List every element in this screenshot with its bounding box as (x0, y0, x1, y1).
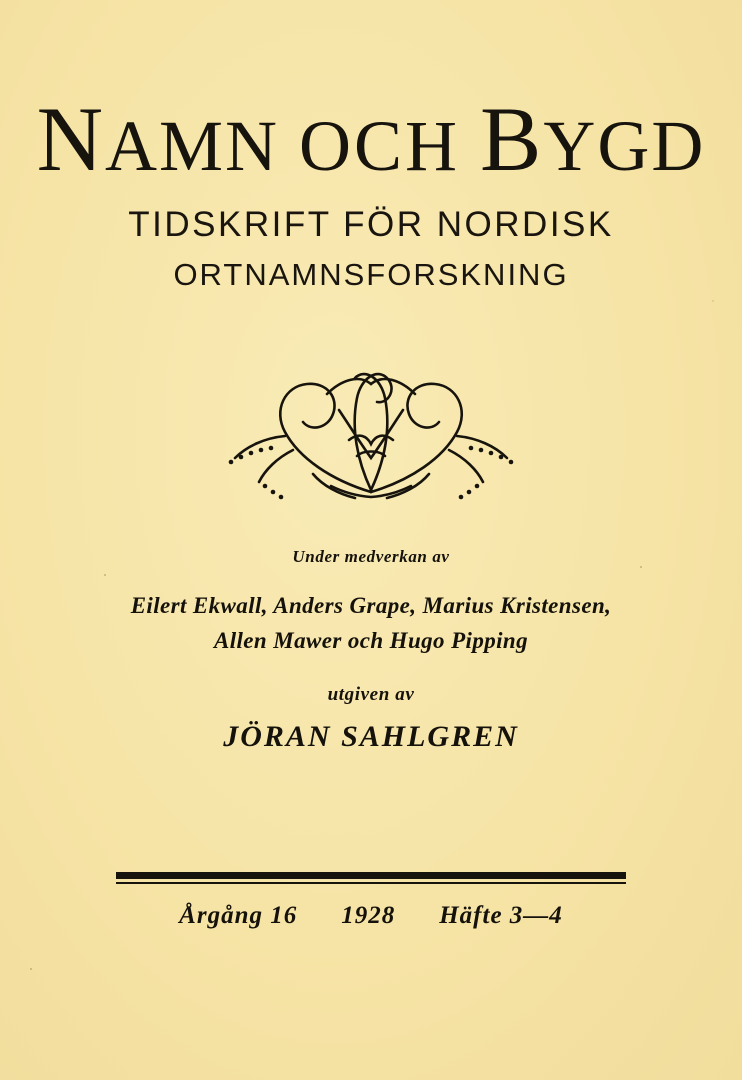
floral-scroll-ornament (0, 335, 742, 515)
divider (116, 872, 626, 884)
page-title (0, 88, 742, 190)
title-initial-b: B (480, 88, 544, 190)
contributors-line-2: Allen Mawer och Hugo Pipping (213, 627, 529, 653)
editor-name: JÖRAN SAHLGREN (223, 720, 519, 754)
divider-thin-rule (116, 882, 626, 884)
paper-speck (30, 968, 32, 970)
contributors-label: Under medverkan av (292, 547, 450, 567)
title-word-och: OCH (299, 106, 461, 186)
title-rest-amn: AMN (105, 106, 280, 186)
divider-thick-rule (116, 872, 626, 879)
published-label: utgiven av (327, 684, 415, 706)
subtitle-line-1: TIDSKRIFT FÖR NORDISK (128, 205, 614, 245)
subtitle-line-2: ORTNAMNSFORSKNING (173, 257, 569, 293)
volume-label: Årgång 16 (179, 902, 298, 930)
title-initial-n: N (36, 88, 106, 190)
contributors-line-1: Eilert Ekwall, Anders Grape, Marius Kristensen, (130, 593, 612, 619)
year-label: 1928 (341, 902, 396, 930)
credits-block (0, 547, 742, 754)
issue-info (0, 902, 742, 930)
title-rest-ygd: YGD (543, 106, 706, 186)
issue-number-label: Häfte 3—4 (439, 902, 563, 930)
